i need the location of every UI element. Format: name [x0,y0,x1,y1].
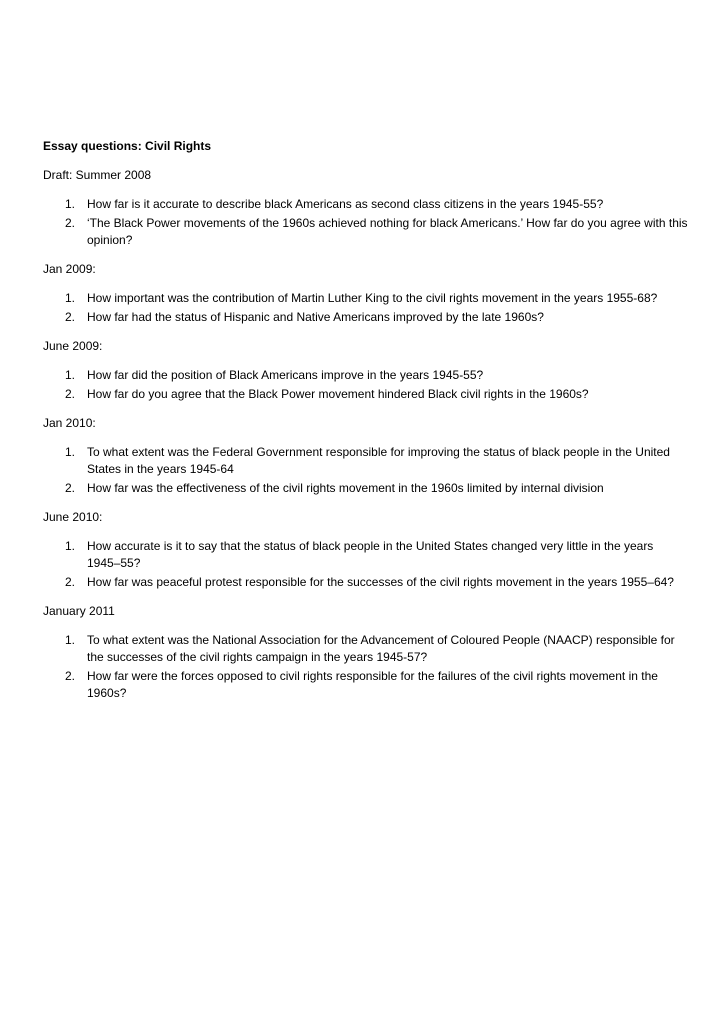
question-item [43,290,688,307]
section-heading-jan-2010: Jan 2010: [43,416,96,430]
question-text: To what extent was the Federal Government responsible for improving the status of black people in the United States in the years 1945-64 [87,445,670,476]
question-number: 2. [65,669,76,683]
question-item [43,444,688,478]
question-list-january-2011 [43,632,688,702]
question-number: 2. [65,387,76,401]
question-text: How far did the position of Black Americans improve in the years 1945-55? [87,368,484,382]
question-number: 1. [65,633,76,647]
question-text: How accurate is it to say that the status of black people in the United States changed very little in the years 1945–55? [87,539,654,570]
question-list-june-2010 [43,538,688,591]
section-heading-june-2010: June 2010: [43,510,103,524]
question-number: 1. [65,539,76,553]
question-text: How important was the contribution of Martin Luther King to the civil rights movement in the years 1955-68? [87,291,658,305]
question-item [43,538,688,572]
question-item [43,480,688,497]
question-list-jan-2010 [43,444,688,497]
question-number: 2. [65,575,76,589]
question-text: ‘The Black Power movements of the 1960s achieved nothing for black Americans.’ How far do you agree with this opinion? [87,216,688,247]
section-heading-jan-2009: Jan 2009: [43,262,96,276]
question-item [43,196,688,213]
question-number: 1. [65,445,76,459]
question-text: How far do you agree that the Black Power movement hindered Black civil rights in the 1960s? [87,387,589,401]
question-text: How far is it accurate to describe black Americans as second class citizens in the years 1945-55? [87,197,604,211]
question-list-june-2009 [43,367,688,403]
section-heading-summer-2008: Draft: Summer 2008 [43,168,152,182]
question-number: 2. [65,481,76,495]
question-text: How far were the forces opposed to civil rights responsible for the failures of the civil rights movement in the 1960s? [87,669,658,700]
question-number: 2. [65,216,76,230]
question-text: To what extent was the National Association for the Advancement of Coloured People (NAACP) responsible for the successes of the civil rights campaign in the years 1945-57? [87,633,675,664]
question-number: 1. [65,368,76,382]
document-body [43,138,688,714]
section-heading-january-2011: January 2011 [43,604,115,618]
question-item [43,632,688,666]
question-list-jan-2009 [43,290,688,326]
question-list-summer-2008 [43,196,688,249]
question-item [43,574,688,591]
question-item [43,367,688,384]
question-item [43,215,688,249]
question-number: 2. [65,310,76,324]
question-item [43,309,688,326]
document-title: Essay questions: Civil Rights [43,139,212,153]
question-item [43,386,688,403]
question-text: How far was peaceful protest responsible for the successes of the civil rights movement in the years 1955–64? [87,575,674,589]
question-text: How far had the status of Hispanic and Native Americans improved by the late 1960s? [87,310,544,324]
question-number: 1. [65,291,76,305]
question-item [43,668,688,702]
question-number: 1. [65,197,76,211]
section-heading-june-2009: June 2009: [43,339,103,353]
question-text: How far was the effectiveness of the civil rights movement in the 1960s limited by internal division [87,481,604,495]
